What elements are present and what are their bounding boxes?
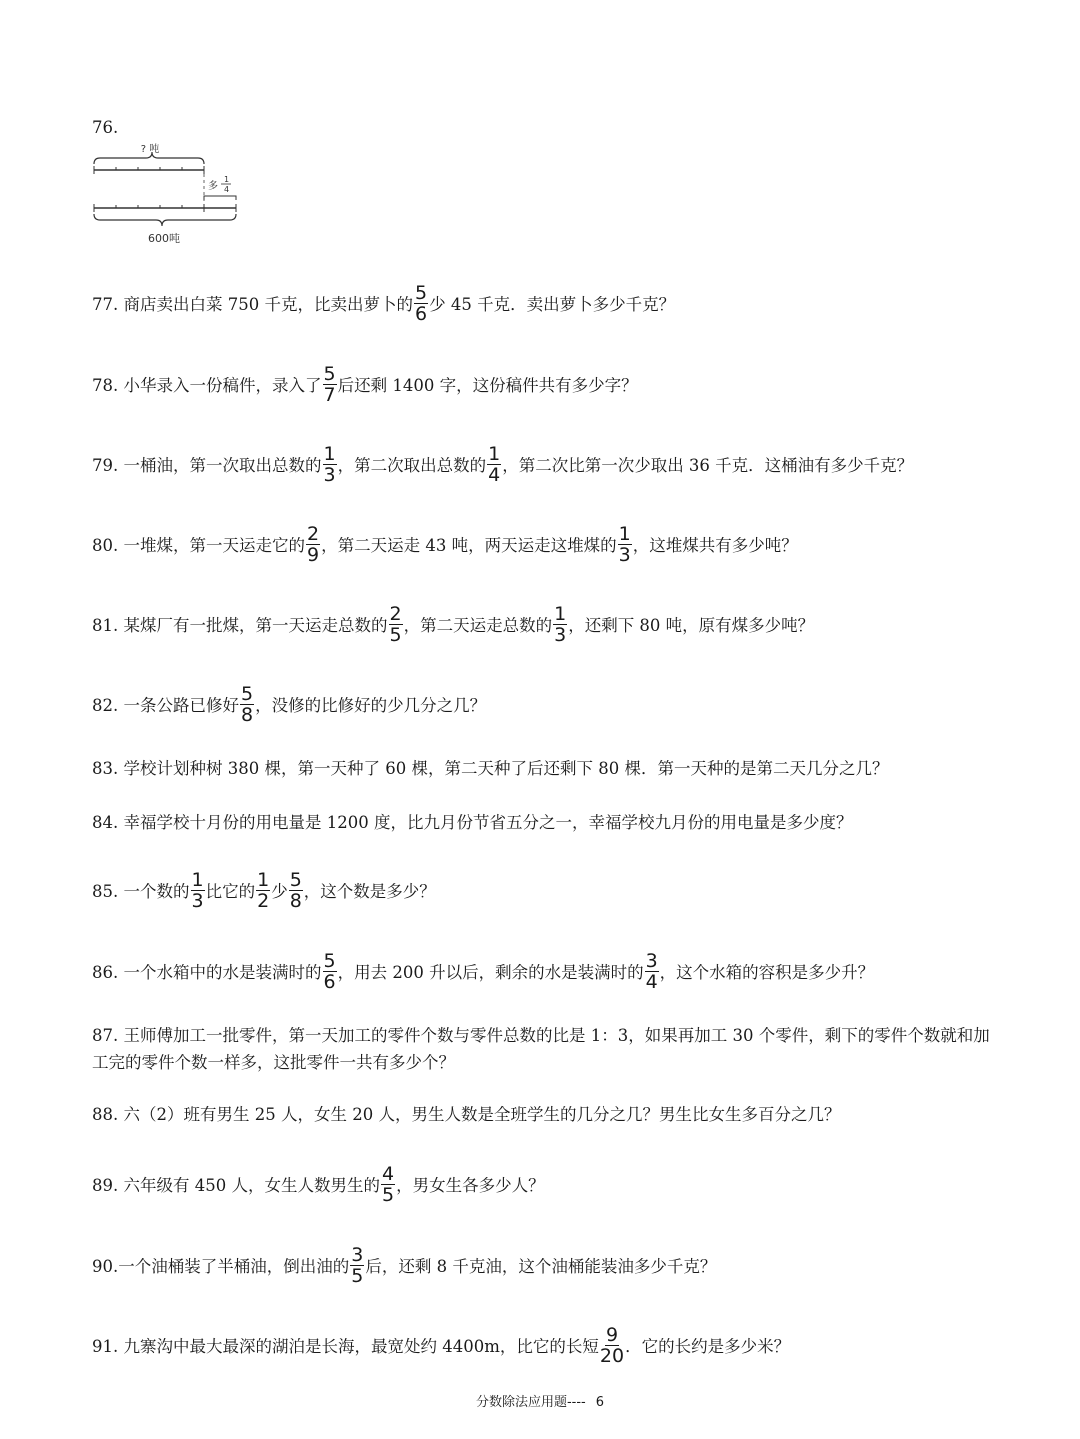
numerator: 5 [323, 950, 336, 972]
fraction [323, 365, 337, 404]
question-text: 一桶油，第一次取出总数的 [123, 456, 322, 475]
question-number: 87. [92, 1026, 119, 1045]
question-number: 83. [92, 759, 119, 778]
numerator: 1 [488, 443, 501, 465]
denominator: 8 [289, 890, 302, 912]
question-text: 幸福学校十月份的用电量是 1200 度，比九月份节省五分之一，幸福学校九月份的用电量是多少度？ [123, 813, 853, 832]
denominator: 3 [323, 464, 336, 486]
question-text: 六（2）班有男生 25 人，女生 20 人，男生人数是全班学生的几分之几？男生比女生多百分之几？ [123, 1105, 841, 1124]
denominator: 2 [257, 890, 270, 912]
question-89 [92, 1163, 545, 1206]
numerator: 1 [257, 869, 270, 891]
question-number: 90. [92, 1257, 119, 1276]
question-76-number: 76. [92, 118, 119, 137]
question-text: 学校计划种树 380 棵，第一天种了 60 棵，第二天种了后还剩下 80 棵．第一天种的是第二天几分之几？ [123, 759, 889, 778]
question-number: 85. [92, 882, 119, 901]
question-76-line-diagram [86, 138, 246, 250]
side-label-prefix: 多 [208, 181, 218, 192]
question-number: 89. [92, 1176, 119, 1195]
question-81 [92, 603, 815, 646]
question-text: 少 [271, 882, 288, 901]
question-91 [92, 1324, 791, 1367]
question-86 [92, 950, 875, 993]
denominator: 20 [599, 1345, 625, 1367]
question-number: 88. [92, 1105, 119, 1124]
fraction [414, 284, 428, 323]
fraction [389, 605, 403, 644]
numerator: 9 [605, 1324, 619, 1346]
fraction [289, 871, 303, 910]
question-text: 一个数的 [123, 882, 190, 901]
question-text: 六年级有 450 人，女生人数男生的 [123, 1176, 380, 1195]
numerator: 5 [323, 363, 336, 385]
fraction [191, 871, 205, 910]
question-77 [92, 282, 676, 325]
question-number: 79. [92, 456, 119, 475]
side-frac-den: 4 [224, 185, 230, 194]
question-text: 后，还剩 8 千克油，这个油桶能装油多少千克？ [365, 1257, 717, 1276]
question-84 [92, 811, 852, 835]
question-text: 后还剩 1400 字，这份稿件共有多少字？ [337, 376, 638, 395]
question-number: 84. [92, 813, 119, 832]
denominator: 6 [414, 303, 428, 325]
question-number: 80. [92, 536, 119, 555]
question-78 [92, 363, 638, 406]
question-text: 九寨沟中最大最深的湖泊是长海，最宽处约 4400m，比它的长短 [123, 1337, 599, 1356]
numerator: 2 [307, 523, 320, 545]
numerator: 3 [645, 950, 658, 972]
numerator: 3 [351, 1244, 364, 1266]
question-text: ，这个数是多少？ [303, 882, 436, 901]
question-text: ，第二次取出总数的 [337, 456, 487, 475]
numerator: 1 [191, 869, 204, 891]
question-text: ．它的长约是多少米？ [625, 1337, 791, 1356]
numerator: 1 [554, 603, 567, 625]
fraction [323, 952, 337, 991]
question-text: 王师傅加工一批零件，第一天加工的零件个数与零件总数的比是 1：3，如果再加工 30 个零件，剩下的零件个数就和加工完的零件个数一样多，这批零件一共有多少个？ [92, 1026, 990, 1072]
numerator: 5 [241, 683, 254, 705]
denominator: 6 [323, 971, 336, 993]
denominator: 3 [554, 624, 567, 646]
fraction [350, 1246, 364, 1285]
question-88 [92, 1103, 840, 1127]
question-text: ，还剩下 80 吨，原有煤多少吨？ [568, 616, 815, 635]
fraction [487, 445, 501, 484]
question-text: ，男女生各多少人？ [396, 1176, 545, 1195]
question-number: 77. [92, 295, 119, 314]
question-number: 82. [92, 696, 119, 715]
question-82 [92, 683, 487, 726]
question-text: 比它的 [205, 882, 256, 901]
question-text: ，第二次比第一次少取出 36 千克．这桶油有多少千克？ [502, 456, 914, 475]
side-bracket [204, 196, 236, 200]
question-text: 一堆煤，第一天运走它的 [123, 536, 305, 555]
page-footer [0, 1391, 1080, 1410]
question-text: ，第二天运走总数的 [403, 616, 553, 635]
fraction [600, 1326, 624, 1365]
denominator: 5 [381, 1184, 395, 1206]
question-80 [92, 523, 798, 566]
question-text: ，这个水箱的容积是多少升？ [659, 963, 875, 982]
question-85 [92, 869, 436, 912]
question-number: 78. [92, 376, 119, 395]
page-number: 6 [595, 1395, 605, 1410]
question-number: 91. [92, 1337, 119, 1356]
footer-title: 分数除法应用题---- [475, 1395, 586, 1410]
question-text: ，用去 200 升以后，剩余的水是装满时的 [337, 963, 644, 982]
denominator: 4 [488, 464, 501, 486]
side-frac-num: 1 [224, 175, 230, 184]
fraction [553, 605, 567, 644]
fraction [323, 445, 337, 484]
fraction [618, 525, 632, 564]
question-83 [92, 757, 888, 781]
denominator: 4 [645, 971, 658, 993]
numerator: 2 [389, 603, 402, 625]
question-87 [92, 1022, 992, 1076]
bottom-brace-label: 600吨 [148, 232, 180, 245]
question-text: 小华录入一份稿件，录入了 [123, 376, 322, 395]
fraction [240, 685, 254, 724]
denominator: 8 [241, 704, 254, 726]
question-text: 一个水箱中的水是装满时的 [123, 963, 322, 982]
numerator: 1 [618, 523, 631, 545]
question-text: 少 45 千克．卖出萝卜多少千克？ [429, 295, 676, 314]
numerator: 5 [289, 869, 302, 891]
denominator: 3 [618, 544, 631, 566]
fraction [381, 1165, 395, 1204]
numerator: 5 [414, 282, 428, 304]
question-90 [92, 1244, 717, 1287]
question-number: 86. [92, 963, 119, 982]
question-text: 一条公路已修好 [123, 696, 239, 715]
denominator: 5 [389, 624, 402, 646]
question-text: ，没修的比修好的少几分之几？ [255, 696, 487, 715]
question-text: ，这堆煤共有多少吨？ [632, 536, 798, 555]
question-text: 某煤厂有一批煤，第一天运走总数的 [123, 616, 388, 635]
fraction [256, 871, 270, 910]
denominator: 9 [307, 544, 320, 566]
fraction [306, 525, 320, 564]
denominator: 7 [323, 384, 336, 406]
question-text: 商店卖出白菜 750 千克，比卖出萝卜的 [123, 295, 413, 314]
top-brace-label: ? 吨 [140, 144, 160, 155]
numerator: 4 [381, 1163, 395, 1185]
fraction [645, 952, 659, 991]
question-number: 81. [92, 616, 119, 635]
question-text: ，第二天运走 43 吨，两天运走这堆煤的 [321, 536, 617, 555]
denominator: 5 [351, 1265, 364, 1287]
denominator: 3 [191, 890, 204, 912]
numerator: 1 [323, 443, 336, 465]
question-79 [92, 443, 914, 486]
question-text: 一个油桶装了半桶油，倒出油的 [118, 1257, 350, 1276]
bottom-brace [94, 214, 236, 226]
